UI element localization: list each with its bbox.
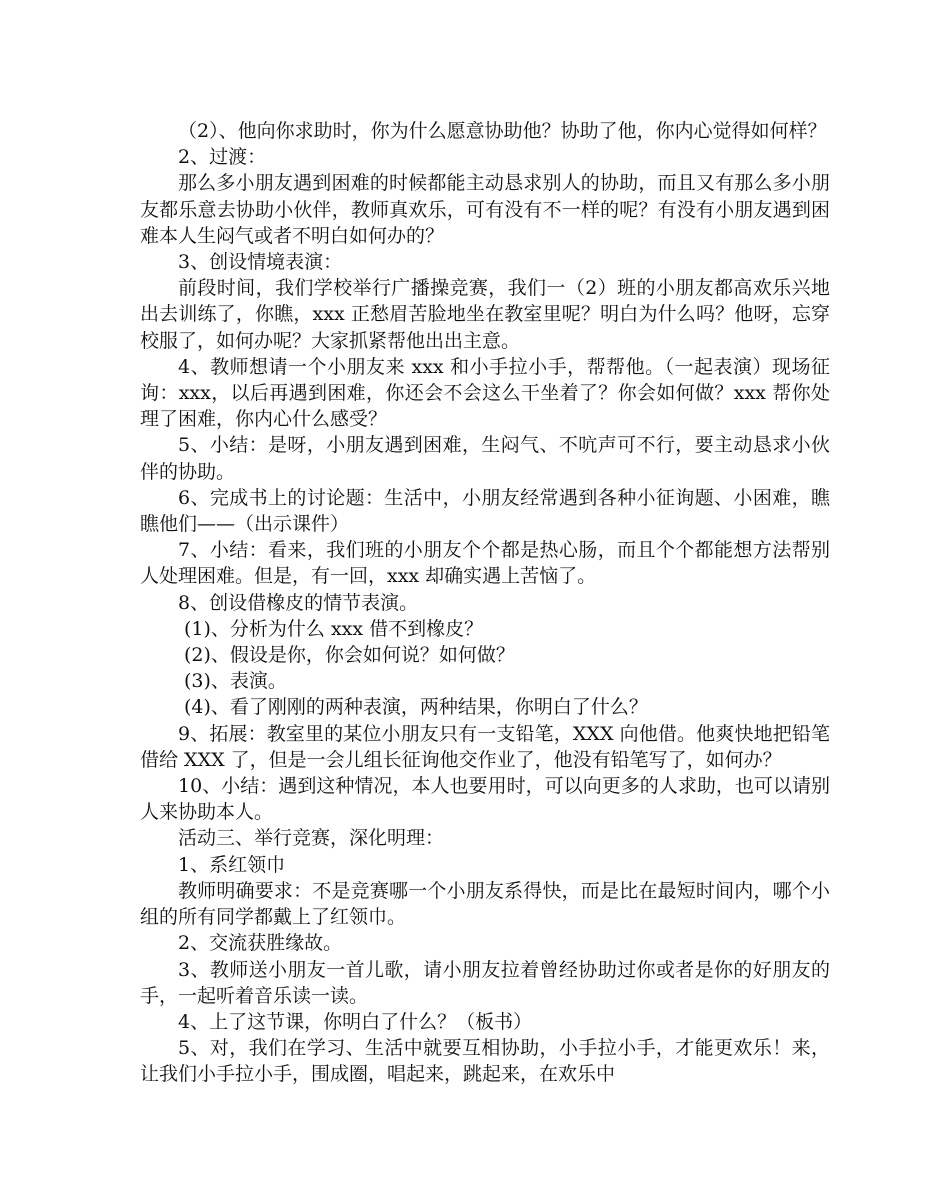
sub-item: (2)、假设是你，你会如何说？如何做？ [184, 644, 515, 667]
paragraph: 3、创设情境表演： [178, 251, 343, 274]
paragraph: 8、创设借橡皮的情节表演。 [178, 591, 419, 614]
paragraph: 2、过渡： [178, 146, 267, 169]
paragraph: 6、完成书上的讨论题：生活中，小朋友经常遇到各种小征询题、小困难，瞧瞧他们——（出示课件） [140, 486, 830, 536]
paragraph: （2）、他向你求助时，你为什么愿意协助他？协助了他，你内心觉得如何样？ [178, 120, 827, 142]
paragraph: 教师明确要求：不是竞赛哪一个小朋友系得快，而是比在最短时间内，哪个小组的所有同学都戴上了红领巾。 [140, 879, 830, 929]
paragraph: 10、小结：遇到这种情况，本人也要用时，可以向更多的人求助，也可以请别人来协助本人。 [140, 775, 830, 824]
sub-item: (3)、表演。 [184, 670, 287, 693]
paragraph: 4、上了这节课，你明白了什么？（板书） [178, 1010, 533, 1033]
paragraph: 2、交流获胜缘故。 [178, 932, 343, 955]
paragraph: 7、小结：看来，我们班的小朋友个个都是热心肠，而且个个都能想方法帮别人处理困难。但是，有一回，xxx 却确实遇上苦恼了。 [140, 539, 830, 588]
paragraph: 1、系红领巾 [178, 853, 286, 876]
paragraph: 4、教师想请一个小朋友来 xxx 和小手拉小手，帮帮他。（一起表演）现场征询：xxx，以后再遇到困难，你还会不会这么干坐着了？你会如何做？xxx 帮你处理了困难，你内心什么感受？ [140, 355, 830, 431]
paragraph: 9、拓展：教室里的某位小朋友只有一支铅笔，XXX 向他借。他爽快地把铅笔借给 XXX 了，但是一会儿组长征询他交作业了，他没有铅笔写了，如何办？ [140, 722, 830, 771]
document-body [140, 118, 830, 1088]
sub-item: (1)、分析为什么 xxx 借不到橡皮？ [184, 617, 484, 640]
paragraph: 那么多小朋友遇到困难的时候都能主动恳求别人的协助，而且又有那么多小朋友都乐意去协助小伙伴，教师真欢乐，可有没有不一样的呢？有没有小朋友遇到困难本人生闷气或者不明白如何办的？ [140, 172, 830, 247]
paragraph: 3、教师送小朋友一首儿歌，请小朋友拉着曾经协助过你或者是你的好朋友的手，一起听着音乐读一读。 [140, 958, 830, 1007]
sub-item: (4)、看了刚刚的两种表演，两种结果，你明白了什么？ [184, 696, 648, 719]
paragraph: 5、对，我们在学习、生活中就要互相协助，小手拉小手，才能更欢乐！来，让我们小手拉小手，围成圈，唱起来，跳起来，在欢乐中 [140, 1037, 830, 1086]
paragraph: 5、小结：是呀，小朋友遇到困难，生闷气、不吭声可不行，要主动恳求小伙伴的协助。 [140, 434, 830, 483]
paragraph: 前段时间，我们学校举行广播操竞赛，我们一（2）班的小朋友都高欢乐兴地出去训练了，你瞧，xxx 正愁眉苦脸地坐在教室里呢？明白为什么吗？他呀，忘穿校服了，如何办呢？大家抓紧帮他出出主意。 [140, 277, 830, 352]
section-heading: 活动三、举行竞赛，深化明理： [178, 827, 445, 850]
